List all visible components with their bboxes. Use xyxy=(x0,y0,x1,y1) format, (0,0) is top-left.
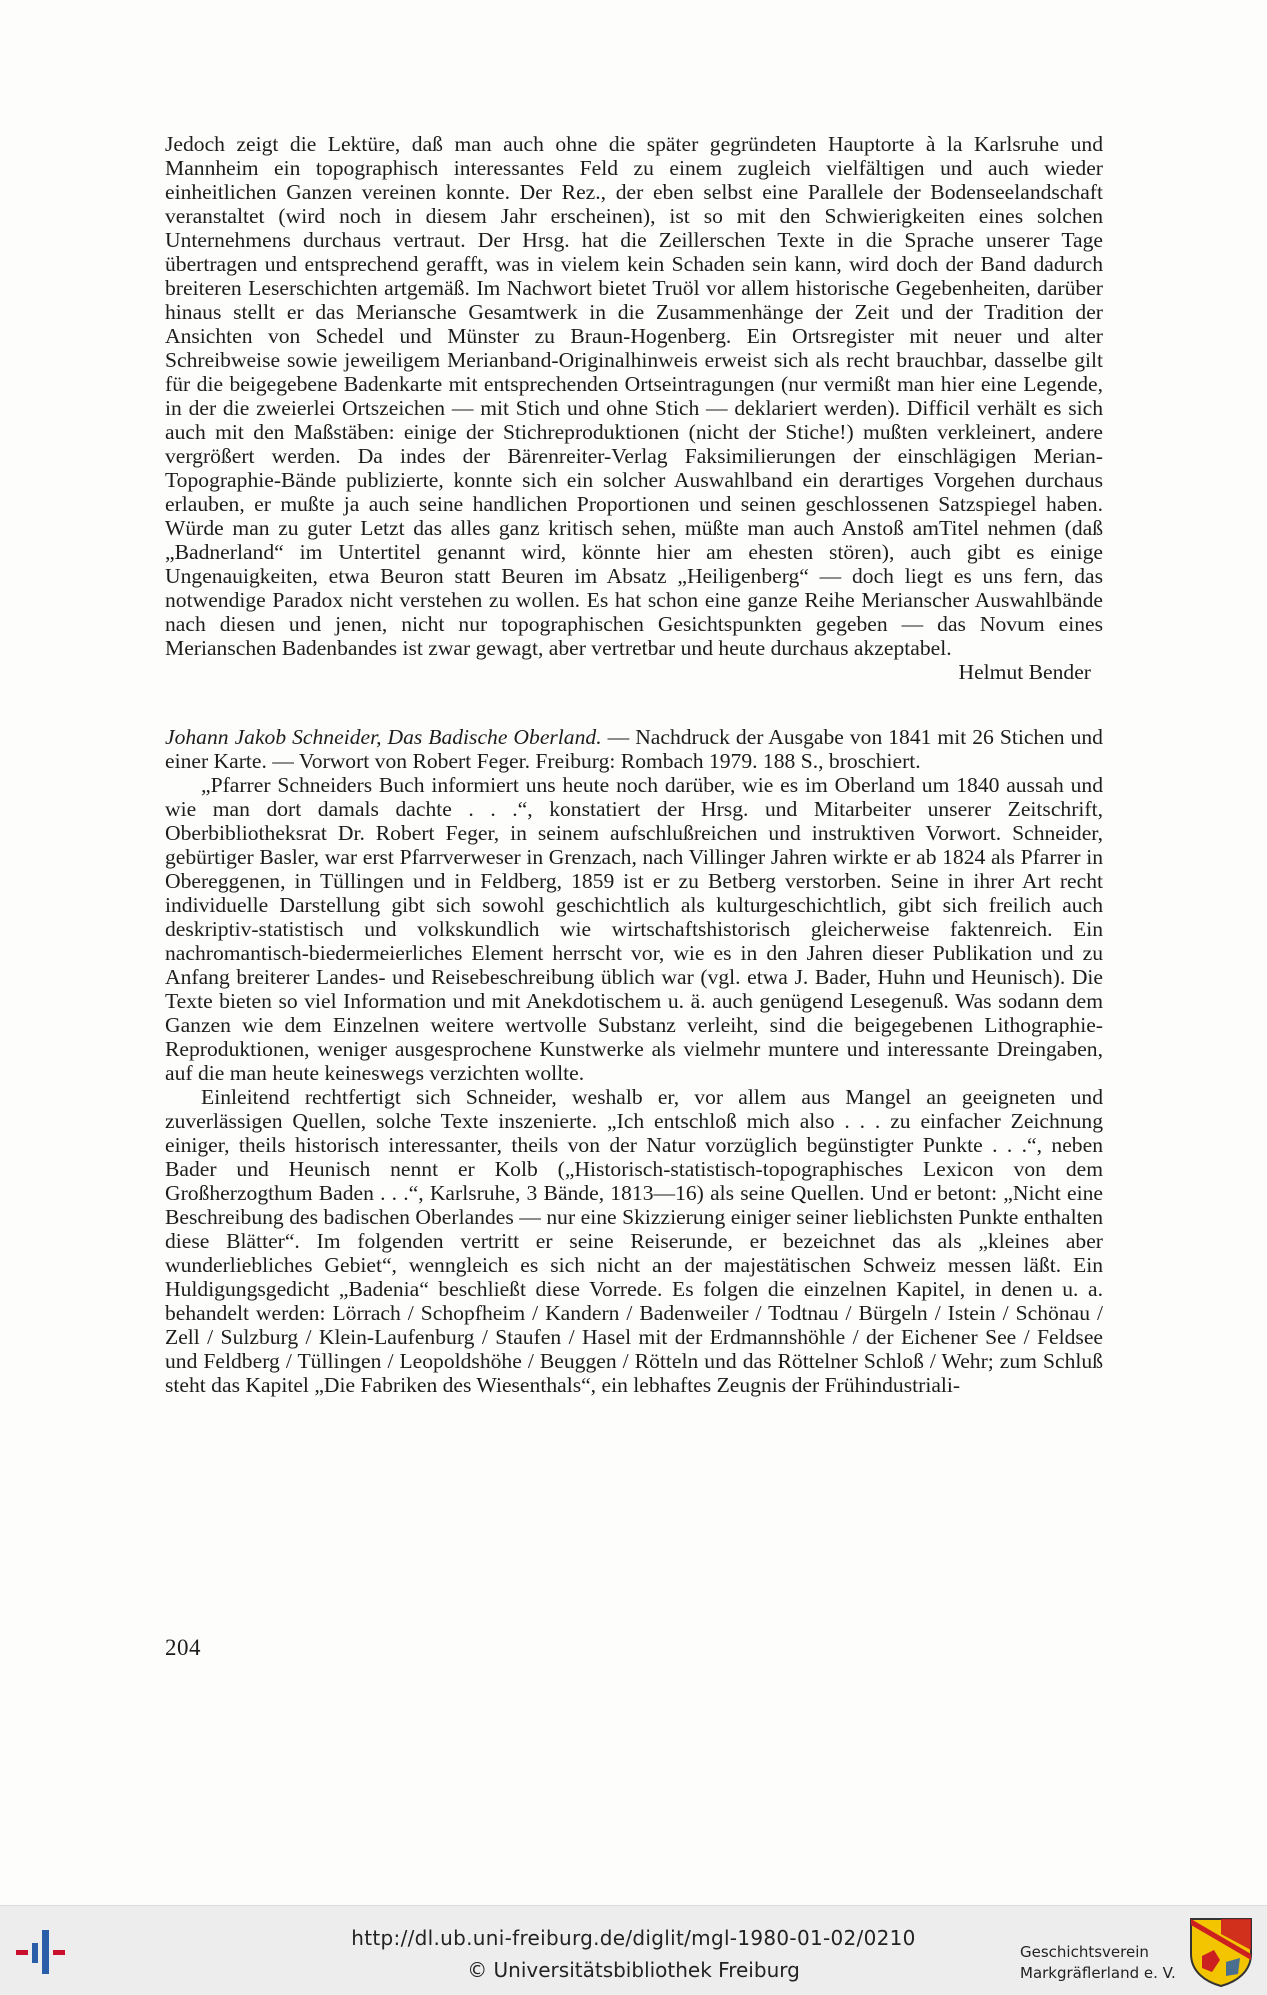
review2-citation-title: Johann Jakob Schneider, Das Badische Oberland. xyxy=(165,725,602,749)
footer-copyright: © Universitätsbibliothek Freiburg xyxy=(467,1958,800,1982)
review1-signature: Helmut Bender xyxy=(958,660,1091,684)
society-name[interactable] xyxy=(1020,1942,1180,1984)
footer-url-link[interactable]: http://dl.ub.uni-freiburg.de/diglit/mgl-1980-01-02/0210 xyxy=(351,1926,916,1950)
society-crest-icon[interactable] xyxy=(1188,1916,1254,1988)
review2-citation xyxy=(165,725,1103,773)
society-name-line-2: Markgräflerland e. V. xyxy=(1020,1964,1176,1982)
text-column xyxy=(165,132,1103,1397)
review2-paragraph-1: „Pfarrer Schneiders Buch informiert uns heute noch darüber, wie es im Oberland um 1840 aussah und wie man dort damals dachte . . .“, konstatiert der Hrsg. und Mitarbeiter unserer Zeitschrift, Oberbibliotheksrat Dr. Robert Feger, in seinem aufschlußreichen und instruktiven Vorwort. Schneider, gebürtiger Basler, war erst Pfarrverweser in Grenzach, nach Villinger Jahren wirkte er ab 1824 als Pfarrer in Obereggenen, in Tüllingen und in Feldberg, 1859 ist er zu Betberg verstorben. Seine in ihrer Art recht individuelle Darstellung gibt sich sowohl geschichtlich als kulturgeschichtlich, gibt sich freilich auch deskriptiv-statistisch und volkskundlich wie wirtschaftshistorisch gleicherweise faktenreich. Ein nachromantisch-biedermeierliches Element herrscht vor, wie es in den Jahren dieser Publikation und zu Anfang breiterer Landes- und Reisebeschreibung üblich war (vgl. etwa J. Bader, Huhn und Heunisch). Die Texte bieten so viel Information und mit Anekdotischem u. ä. auch genügend Lesegenuß. Was sodann dem Ganzen wie dem Einzelnen weitere wertvolle Substanz verleiht, sind die beigegebenen Lithographie-Reproduktionen, weniger ausgesprochene Kunstwerke als vielmehr muntere und interessante Dreingaben, auf die man heute keineswegs verzichten wollte. xyxy=(165,773,1103,1085)
page-number: 204 xyxy=(165,1635,201,1660)
review2-paragraph-2: Einleitend rechtfertigt sich Schneider, weshalb er, vor allem aus Mangel an geeigneten und zuverlässigen Quellen, solche Texte inszenierte. „Ich entschloß mich also . . . zu einfacher Zeichnung einiger, theils historisch interessanter, theils von der Natur vorzüglich begünstigter Punkte . . .“, neben Bader und Heunisch nennt er Kolb („Historisch-statistisch-topographisches Lexicon von dem Großherzogthum Baden . . .“, Karlsruhe, 3 Bände, 1813—16) als seine Quellen. Und er betont: „Nicht eine Beschreibung des badischen Oberlandes — nur eine Skizzierung einiger seiner lieblichsten Punkte enthalten diese Blätter“. Im folgenden vertritt er seine Reiserunde, er bezeichnet das als „kleines aber wunderliebliches Gebiet“, wenngleich es sich nicht an der majestätischen Schweiz messen läßt. Ein Huldigungsgedicht „Badenia“ beschließt diese Vorrede. Es folgen die einzelnen Kapitel, in denen u. a. behandelt werden: Lörrach / Schopfheim / Kandern / Badenweiler / Todtnau / Bürgeln / Istein / Schönau / Zell / Sulzburg / Klein-Laufenburg / Staufen / Hasel mit der Erdmannshöhle / der Eichener See / Feldsee und Feldberg / Tüllingen / Leopoldshöhe / Beuggen / Rötteln und das Röttelner Schloß / Wehr; zum Schluß steht das Kapitel „Die Fabriken des Wiesenthals“, ein lebhaftes Zeugnis der Frühindustriali- xyxy=(165,1085,1103,1397)
footer-bar xyxy=(0,1905,1267,1995)
review1-body: Jedoch zeigt die Lektüre, daß man auch ohne die später gegründeten Hauptorte à la Karlsruhe und Mannheim ein topographisch interessantes Feld zu einem zugleich vielfältigen und auch wieder einheitlichen Ganzen vereinen konnte. Der Rez., der eben selbst eine Parallele der Bodenseelandschaft veranstaltet (wird noch in diesem Jahr erscheinen), ist so mit den Schwierigkeiten eines solchen Unternehmens durchaus vertraut. Der Hrsg. hat die Zeillerschen Texte in die Sprache unserer Tage übertragen und entsprechend gerafft, was in vielem kein Schaden sein kann, wird doch der Band dadurch breiteren Leserschichten artgemäß. Im Nachwort bietet Truöl vor allem historische Gegebenheiten, darüber hinaus stellt er das Meriansche Gesamtwerk in die Zusammenhänge der Zeit und der Tradition der Ansichten von Schedel und Münster zu Braun-Hogenberg. Ein Ortsregister mit neuer und alter Schreibweise sowie jeweiligem Merianband-Originalhinweis erweist sich als recht brauchbar, dasselbe gilt für die beigegebene Badenkarte mit entsprechenden Ortseintragungen (nur vermißt man hier eine Legende, in der die zweierlei Ortszeichen — mit Stich und ohne Stich — deklariert werden). Difficil verhält es sich auch mit den Maßstäben: einige der Stichreproduktionen (nicht der Stiche!) mußten verkleinert, andere vergrößert werden. Da indes der Bärenreiter-Verlag Faksimilierungen der einschlägigen Merian-Topographie-Bände publizierte, konnte sich ein solcher Auswahlband ein derartiges Vorgehen durchaus erlauben, er mußte ja auch seine handlichen Proportionen und seinen geschlossenen Satzspiegel haben. Würde man zu guter Letzt das alles ganz kritisch sehen, müßte man auch Anstoß amTitel nehmen (daß „Badnerland“ im Untertitel genannt wird, könnte hier am ehesten stören), auch gibt es einige Ungenauigkeiten, etwa Beuron statt Beuren im Absatz „Heiligenberg“ — doch liegt es uns fern, das notwendige Paradox nicht verstehen zu wollen. Es hat schon eine ganze Reihe Merianscher Auswahlbände nach diesen und jenen, nicht nur topographischen Gesichtspunkten gegeben — das Novum eines Merianschen Badenbandes ist zwar gewagt, aber vertretbar und heute durchaus akzeptabel. xyxy=(165,132,1103,660)
society-name-line-1: Geschichtsverein xyxy=(1020,1943,1149,1961)
review2-citation-details: — Nachdruck der Ausgabe von 1841 mit 26 Stichen und einer Karte. — Vorwort von Robert Feger. Freiburg: Rombach 1979. 188 S., broschiert. xyxy=(165,725,1103,773)
